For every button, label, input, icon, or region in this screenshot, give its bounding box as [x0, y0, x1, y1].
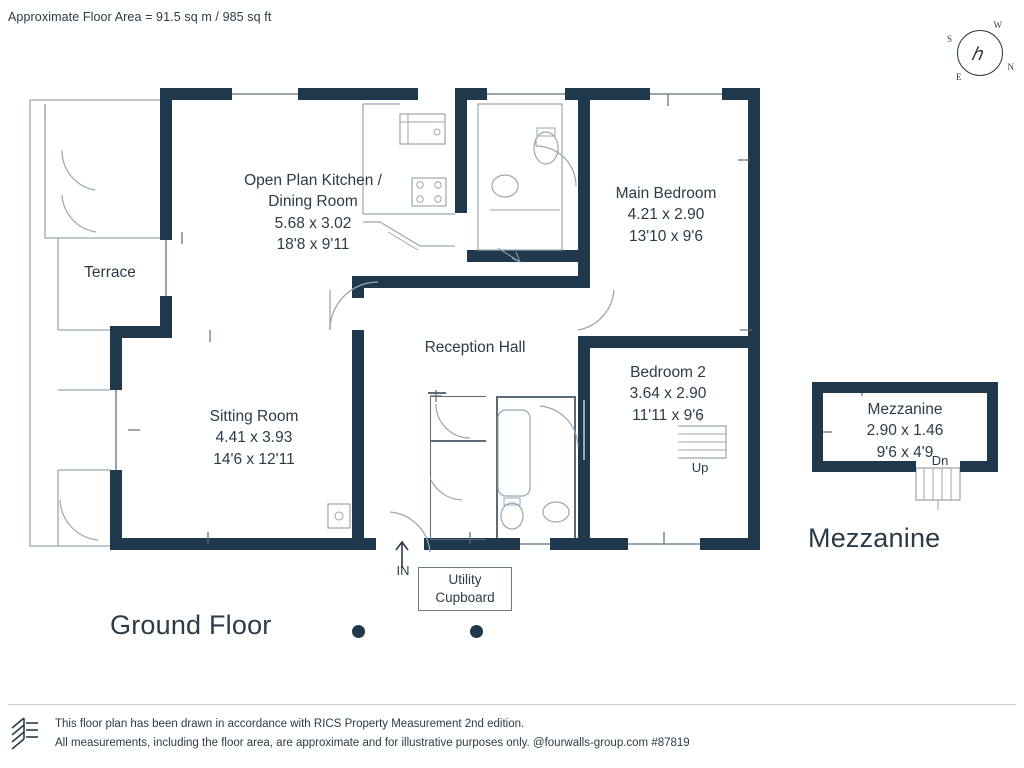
- footer-divider: [8, 704, 1016, 705]
- compass-north-label: N: [1007, 62, 1014, 72]
- footer-line-1: This floor plan has been drawn in accordance with RICS Property Measurement 2nd edition.: [55, 718, 525, 730]
- room-label-sitting-room: [153, 406, 355, 470]
- room-label-bedroom-2: [596, 362, 740, 426]
- room-name: Bedroom 2: [630, 364, 706, 381]
- room-dimension-imperial: 14'6 x 12'11: [213, 450, 295, 468]
- room-label-main-bedroom: [568, 183, 764, 247]
- utility-line-2: Cupboard: [435, 590, 495, 606]
- stairs-down-label: Dn: [931, 453, 949, 468]
- compass-east-label: E: [956, 72, 962, 82]
- room-dimension-imperial: 9'6 x 4'9: [876, 443, 934, 461]
- compass-needle-icon: ℎ: [971, 44, 983, 64]
- wall-segment: [812, 382, 823, 472]
- utility-cupboard-label: [418, 567, 512, 611]
- footer-line-2: All measurements, including the floor area, are approximate and for illustrative purposes only. @fourwalls-group.com #87819: [55, 736, 690, 749]
- room-dimension-metric: 5.68 x 3.02: [274, 214, 352, 232]
- room-dimension-metric: 4.21 x 2.90: [627, 206, 705, 224]
- room-name: Terrace: [84, 264, 136, 281]
- ground-floor-title: Ground Floor: [110, 610, 272, 640]
- compass-south-label: S: [947, 34, 953, 44]
- room-name: Mezzanine: [867, 401, 943, 418]
- mezzanine-title: Mezzanine: [808, 523, 941, 553]
- room-dimension-imperial: 13'10 x 9'6: [628, 227, 703, 245]
- room-name-2: Dining Room: [268, 193, 358, 211]
- compass-west-label: W: [993, 20, 1002, 30]
- room-label-reception-hall: [390, 337, 560, 358]
- room-label-terrace: [60, 262, 160, 283]
- room-label-kitchen-dining: [188, 170, 438, 256]
- stairs-up-label: Up: [691, 460, 709, 475]
- utility-line-1: Utility: [448, 572, 482, 587]
- footer-disclaimer: [55, 715, 690, 753]
- room-dimension-imperial: 11'11 x 9'6: [632, 406, 704, 424]
- wall-segment: [987, 382, 998, 472]
- approximate-floor-area-note: Approximate Floor Area = 91.5 sq m / 985 sq ft: [8, 10, 272, 24]
- plan-marker-dot: [470, 625, 483, 638]
- room-name: Open Plan Kitchen /: [244, 172, 382, 189]
- room-name: Main Bedroom: [615, 185, 717, 202]
- room-dimension-imperial: 18'8 x 9'11: [276, 236, 350, 254]
- room-dimension-metric: 4.41 x 3.93: [215, 429, 293, 447]
- room-dimension-metric: 3.64 x 2.90: [629, 385, 707, 403]
- room-name: Reception Hall: [424, 339, 526, 356]
- wall-segment: [812, 382, 998, 393]
- plan-marker-dot: [352, 625, 365, 638]
- fourwalls-logo-icon: [10, 714, 46, 752]
- room-name: Sitting Room: [209, 408, 299, 425]
- entry-label: IN: [396, 563, 410, 578]
- room-dimension-metric: 2.90 x 1.46: [866, 422, 944, 440]
